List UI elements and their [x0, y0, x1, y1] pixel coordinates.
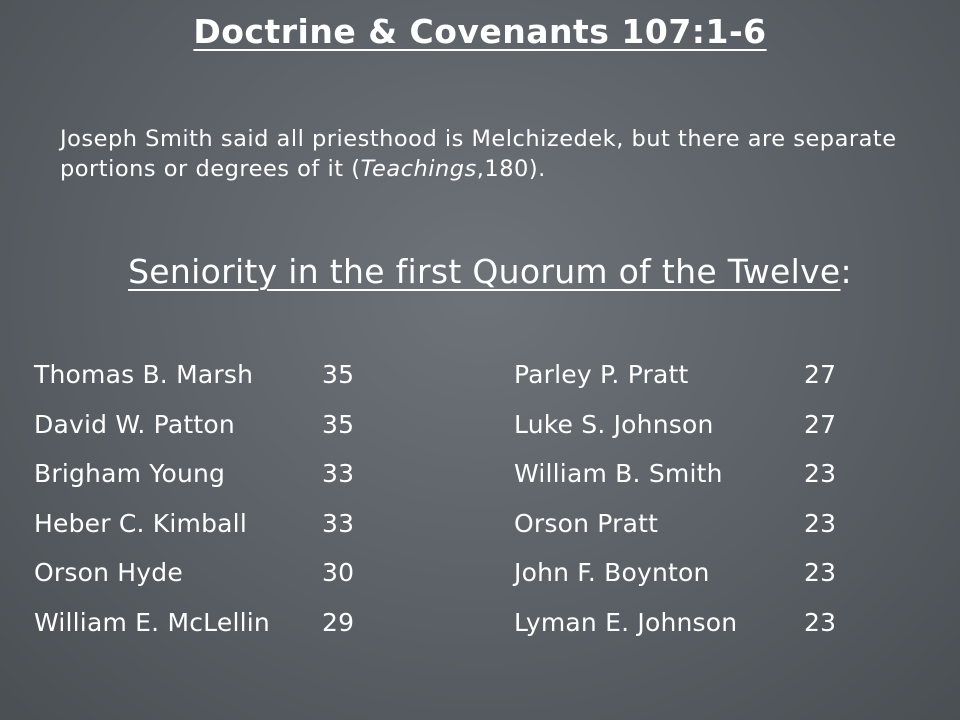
- intro-paragraph: [60, 124, 930, 184]
- apostle-name: Orson Hyde: [34, 558, 183, 587]
- intro-text-after: ,180).: [476, 156, 546, 182]
- apostle-name: David W. Patton: [34, 409, 235, 439]
- apostle-age: 27: [804, 360, 837, 389]
- roster-row: [514, 608, 854, 658]
- roster-row: [514, 360, 854, 410]
- apostle-age: 23: [804, 607, 837, 637]
- slide-title-text: Doctrine & Covenants 107:1-6: [193, 12, 767, 51]
- apostle-age: 23: [804, 558, 837, 587]
- apostle-name: Thomas B. Marsh: [34, 360, 254, 389]
- intro-text-before: Joseph Smith said all priesthood is Melchizedek, but there are separate portions or degrees of it (: [60, 126, 897, 182]
- roster-left-column: [34, 360, 372, 657]
- roster-row: [514, 459, 854, 509]
- apostle-name: John F. Boynton: [514, 558, 710, 587]
- apostle-name: Brigham Young: [34, 459, 226, 488]
- slide-title: [0, 12, 960, 51]
- apostle-name: Heber C. Kimball: [34, 508, 247, 538]
- apostle-age: 29: [322, 607, 355, 637]
- apostle-name: William E. McLellin: [34, 607, 270, 637]
- subtitle-suffix: :: [840, 252, 852, 291]
- apostle-age: 23: [804, 508, 837, 538]
- roster-row: [34, 509, 372, 559]
- roster-row: [34, 459, 372, 509]
- subtitle: [0, 252, 960, 291]
- roster-row: [514, 558, 854, 608]
- apostle-name: William B. Smith: [514, 459, 723, 488]
- apostle-age: 35: [322, 409, 355, 439]
- roster-row: [34, 410, 372, 460]
- roster-row: [514, 410, 854, 460]
- roster-row: [34, 608, 372, 658]
- apostle-age: 23: [804, 459, 837, 488]
- roster-row: [514, 509, 854, 559]
- roster-row: [34, 360, 372, 410]
- apostle-name: Parley P. Pratt: [514, 360, 689, 389]
- roster-right-column: [514, 360, 854, 657]
- apostle-name: Orson Pratt: [514, 508, 659, 538]
- apostle-name: Lyman E. Johnson: [514, 607, 738, 637]
- apostle-age: 27: [804, 409, 837, 439]
- apostle-age: 30: [322, 558, 355, 587]
- subtitle-text: Seniority in the first Quorum of the Twelve: [128, 252, 841, 291]
- intro-citation-title: Teachings: [360, 156, 477, 182]
- roster-row: [34, 558, 372, 608]
- apostle-age: 33: [322, 508, 355, 538]
- apostle-age: 35: [322, 360, 355, 389]
- apostle-age: 33: [322, 459, 355, 488]
- apostle-name: Luke S. Johnson: [514, 409, 714, 439]
